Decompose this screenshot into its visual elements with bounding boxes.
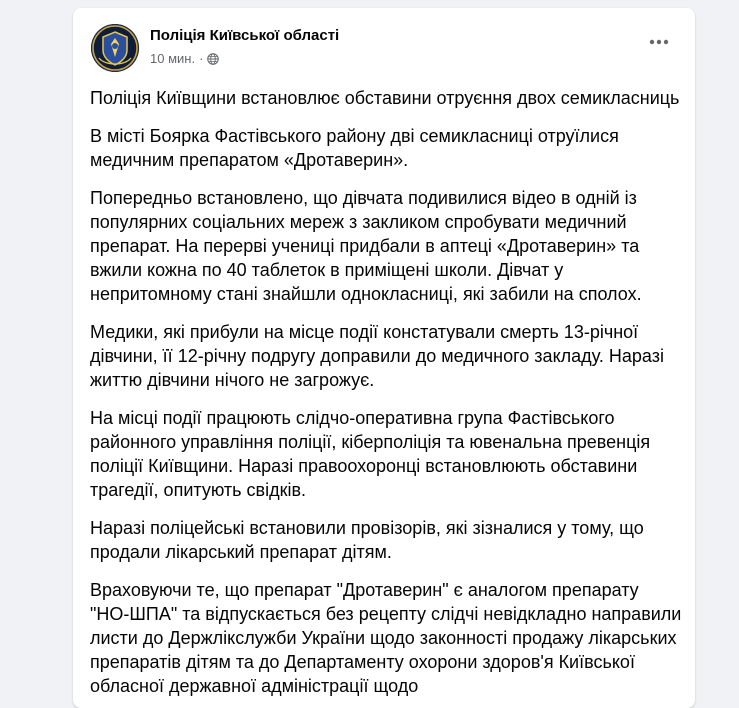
- author-name-link[interactable]: Поліція Київської області: [150, 27, 340, 44]
- post-paragraph: Медики, які прибули на місце події констатували смерть 13-річної дівчини, її 12-річну подругу доправили до медичного закладу. Наразі життю дівчини нічого не загрожує.: [90, 322, 664, 390]
- more-options-button[interactable]: [641, 24, 677, 60]
- meta-separator: ·: [199, 51, 204, 66]
- post-paragraph: Враховуючи те, що препарат "Дротаверин" є аналогом препарату "НО-ШПА" та відпускається без рецепту слідчі невідкладно направили листи до Держлікслужби України щодо законності продажу лікарських препаратів дітям та до Департаменту охорони здоров'я Київської обласної державної адміністрації щодо: [90, 580, 682, 696]
- police-emblem-icon: [91, 24, 139, 72]
- post-paragraph: Наразі поліцейські встановили провізорів, які зізналися у тому, що продали лікарський препарат дітям.: [90, 518, 644, 562]
- globe-icon: [207, 53, 219, 65]
- post-paragraph: Поліція Київщини встановлює обставини отруєння двох семикласниць: [90, 88, 680, 108]
- avatar[interactable]: [91, 24, 139, 72]
- post-meta: [150, 51, 219, 66]
- post-paragraph: Попередньо встановлено, що дівчата подивилися відео в одній із популярних соціальних мереж з закликом спробувати медичний препарат. На перерві учениці придбали в аптеці «Дротаверин» та вжили кожна по 40 таблеток в приміщені школи. Дівчат у непритомному стані знайшли однокласниці, які забили на сполох.: [90, 188, 642, 304]
- post-card: [73, 8, 695, 708]
- post-paragraph: В місті Боярка Фастівського району дві семикласниці отруїлися медичним препаратом «Дротаверин».: [90, 126, 619, 170]
- post-header: [89, 22, 679, 78]
- post-text: [90, 86, 682, 708]
- post-timestamp[interactable]: 10 мин.: [150, 51, 196, 66]
- post-paragraph: На місці події працюють слідчо-оперативна група Фастівського районного управління поліції, кіберполіція та ювенальна превенція поліції Київщини. Наразі правоохоронці встановлюють обставини трагедії, опитують свідків.: [90, 408, 651, 500]
- more-horizontal-icon: [649, 39, 669, 45]
